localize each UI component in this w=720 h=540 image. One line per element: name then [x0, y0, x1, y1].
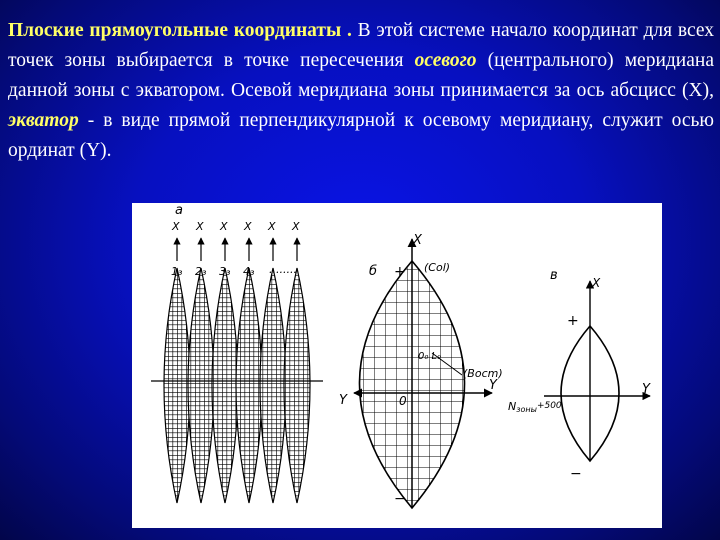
paragraph-part-3: - в виде прямой перпендикулярной к осевому меридиану, служит осью ординат (Y). — [8, 110, 714, 161]
zone-lens-1 — [164, 268, 190, 503]
paragraph-part-2: (центрального) меридиана данной зоны с экватором. Осевой меридиана зоны принимается за ось абсцисс (X), — [8, 50, 714, 101]
zone-number-4: 4₃ — [243, 265, 255, 278]
zone-x-label-6: X — [292, 220, 300, 233]
panel-c-minus: − — [570, 466, 582, 482]
axial-word: осевого — [414, 50, 477, 71]
zone-x-label-3: X — [220, 220, 228, 233]
panel-c-plus: + — [567, 313, 579, 329]
panel-b-y-right: Y — [489, 378, 497, 393]
zone-x-label-4: X — [244, 220, 252, 233]
vost-label: (Восm) — [463, 367, 503, 380]
zone-x-label-5: X — [268, 220, 276, 233]
zone-lens-4 — [236, 268, 262, 503]
panel-c-zone-outline — [508, 268, 651, 482]
zone-lens-6 — [284, 268, 310, 503]
panel-b-label: б — [369, 264, 378, 279]
panel-b-zone-grid — [339, 233, 503, 508]
panel-c-x-label: X — [592, 276, 601, 290]
panel-a-label: а — [175, 203, 183, 218]
zone-number-1: 1₃ — [171, 265, 183, 278]
definition-paragraph — [8, 16, 714, 166]
panel-b-plus: + — [394, 264, 406, 280]
zone-dots: ........ — [269, 263, 297, 276]
zone-lens-5 — [260, 268, 286, 503]
panel-c-label: в — [550, 268, 558, 283]
coordinate-zones-figure — [132, 203, 662, 528]
zone-x-label-1: X — [172, 220, 180, 233]
panel-b-minus: − — [394, 491, 406, 507]
col-label: (Col) — [424, 261, 451, 274]
zone-number-3: 3₃ — [219, 265, 231, 278]
zone-n-label: Nзоны$^{+500}$ — [508, 400, 562, 414]
panel-a-zones — [151, 203, 323, 503]
origin-label: 0 — [399, 394, 407, 408]
point-labels: 0₀ L₀ — [418, 351, 442, 362]
zone-x-label-2: X — [196, 220, 204, 233]
zone-number-2: 2₃ — [195, 265, 207, 278]
panel-c-y-label: Y — [642, 382, 650, 397]
paragraph-part-1: В этой системе начало координат для всех точек зоны выбирается в точке пересечения — [8, 20, 715, 71]
zone-lens-2 — [188, 268, 214, 503]
panel-b-x-label: X — [413, 233, 422, 248]
zone-lens-3 — [212, 268, 238, 503]
term-dot: . — [341, 20, 352, 41]
panel-b-y-left: Y — [339, 393, 347, 408]
equator-word: экватор — [8, 110, 79, 131]
term-heading: Плоские прямоугольные координаты — [8, 20, 342, 41]
